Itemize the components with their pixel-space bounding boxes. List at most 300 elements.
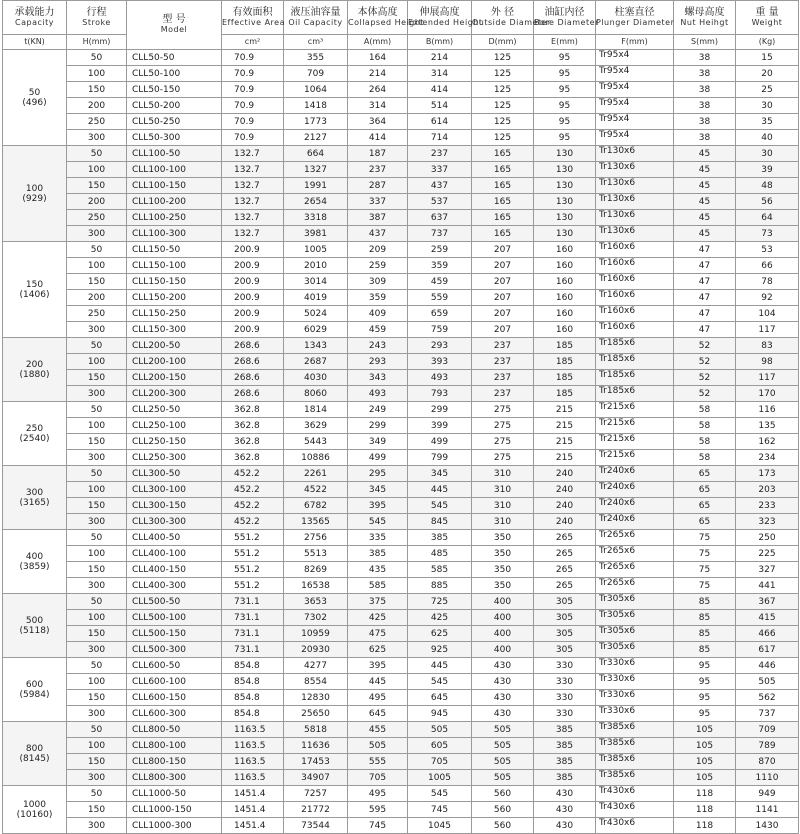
col-stroke: 行程 Stroke (67, 1, 127, 35)
nut-height-cell: 95 (674, 658, 736, 674)
outside-diameter-cell: 400 (472, 610, 534, 626)
table-row (3, 770, 799, 786)
bore-diameter-cell: 95 (534, 130, 596, 146)
oil-capacity-cell: 1814 (284, 402, 348, 418)
oil-capacity-cell: 20930 (284, 642, 348, 658)
extended-height-cell: 537 (408, 194, 472, 210)
oil-capacity-cell: 12830 (284, 690, 348, 706)
extended-height-cell: 214 (408, 50, 472, 66)
plunger-diameter-cell: Tr185x6 (596, 370, 674, 386)
unit-stroke: H(mm) (67, 35, 127, 50)
model-cell: CLL500-300 (127, 642, 222, 658)
extended-height-cell: 614 (408, 114, 472, 130)
weight-cell: 30 (736, 98, 799, 114)
outside-diameter-cell: 237 (472, 354, 534, 370)
oil-capacity-cell: 1327 (284, 162, 348, 178)
stroke-cell: 100 (67, 546, 127, 562)
stroke-cell: 250 (67, 210, 127, 226)
bore-diameter-cell: 265 (534, 562, 596, 578)
capacity-cell (3, 402, 67, 466)
collapsed-height-cell: 385 (348, 546, 408, 562)
bore-diameter-cell: 265 (534, 578, 596, 594)
oil-capacity-cell: 5818 (284, 722, 348, 738)
model-cell: CLL300-150 (127, 498, 222, 514)
outside-diameter-cell: 125 (472, 114, 534, 130)
extended-height-cell: 559 (408, 290, 472, 306)
area-cell: 132.7 (222, 146, 284, 162)
nut-height-cell: 58 (674, 402, 736, 418)
area-cell: 854.8 (222, 674, 284, 690)
nut-height-cell: 45 (674, 146, 736, 162)
collapsed-height-cell: 295 (348, 466, 408, 482)
extended-height-cell: 459 (408, 274, 472, 290)
collapsed-height-cell: 345 (348, 482, 408, 498)
collapsed-height-cell: 475 (348, 626, 408, 642)
outside-diameter-cell: 430 (472, 706, 534, 722)
nut-height-cell: 47 (674, 258, 736, 274)
nut-height-cell: 118 (674, 786, 736, 802)
outside-diameter-cell: 237 (472, 338, 534, 354)
stroke-cell: 50 (67, 146, 127, 162)
bore-diameter-cell: 95 (534, 50, 596, 66)
weight-cell: 39 (736, 162, 799, 178)
weight-cell: 234 (736, 450, 799, 466)
units-row (3, 35, 799, 50)
extended-height-cell: 605 (408, 738, 472, 754)
capacity-kn: (929) (22, 193, 47, 204)
bore-diameter-cell: 95 (534, 114, 596, 130)
plunger-diameter-cell: Tr130x6 (596, 194, 674, 210)
table-row (3, 434, 799, 450)
area-cell: 551.2 (222, 546, 284, 562)
collapsed-height-cell: 505 (348, 738, 408, 754)
collapsed-height-cell: 585 (348, 578, 408, 594)
weight-cell: 162 (736, 434, 799, 450)
bore-diameter-cell: 330 (534, 690, 596, 706)
area-cell: 132.7 (222, 210, 284, 226)
nut-height-cell: 45 (674, 162, 736, 178)
model-cell: CLL100-50 (127, 146, 222, 162)
nut-height-cell: 52 (674, 386, 736, 402)
table-row (3, 514, 799, 530)
table-row (3, 674, 799, 690)
stroke-cell: 100 (67, 162, 127, 178)
outside-diameter-cell: 165 (472, 146, 534, 162)
area-cell: 854.8 (222, 706, 284, 722)
capacity-kn: (8145) (19, 753, 50, 764)
stroke-cell: 300 (67, 770, 127, 786)
plunger-diameter-cell: Tr240x6 (596, 482, 674, 498)
plunger-diameter-cell: Tr185x6 (596, 338, 674, 354)
oil-capacity-cell: 34907 (284, 770, 348, 786)
col-effective-area: 有效面积 Effective Area (222, 1, 284, 35)
outside-diameter-cell: 400 (472, 642, 534, 658)
stroke-cell: 100 (67, 482, 127, 498)
collapsed-height-cell: 187 (348, 146, 408, 162)
unit-weight: (Kg) (736, 35, 799, 50)
capacity-ton: 50 (28, 87, 41, 98)
outside-diameter-cell: 207 (472, 290, 534, 306)
table-row (3, 690, 799, 706)
model-cell: CLL50-100 (127, 66, 222, 82)
nut-height-cell: 45 (674, 194, 736, 210)
capacity-cell (3, 338, 67, 402)
table-row (3, 354, 799, 370)
model-cell: CLL300-100 (127, 482, 222, 498)
extended-height-cell: 1045 (408, 818, 472, 834)
table-row (3, 594, 799, 610)
stroke-cell: 300 (67, 322, 127, 338)
outside-diameter-cell: 275 (472, 402, 534, 418)
weight-cell: 323 (736, 514, 799, 530)
collapsed-height-cell: 249 (348, 402, 408, 418)
table-row (3, 130, 799, 146)
collapsed-height-cell: 375 (348, 594, 408, 610)
capacity-ton: 300 (25, 487, 44, 498)
capacity-kn: (5118) (19, 625, 50, 636)
table-row (3, 482, 799, 498)
bore-diameter-cell: 430 (534, 818, 596, 834)
collapsed-height-cell: 645 (348, 706, 408, 722)
extended-height-cell: 337 (408, 162, 472, 178)
nut-height-cell: 47 (674, 306, 736, 322)
table-row (3, 258, 799, 274)
model-cell: CLL600-100 (127, 674, 222, 690)
stroke-cell: 100 (67, 610, 127, 626)
extended-height-cell: 505 (408, 722, 472, 738)
extended-height-cell: 714 (408, 130, 472, 146)
area-cell: 268.6 (222, 386, 284, 402)
model-cell: CLL150-100 (127, 258, 222, 274)
stroke-cell: 300 (67, 514, 127, 530)
bore-diameter-cell: 185 (534, 354, 596, 370)
area-cell: 132.7 (222, 194, 284, 210)
nut-height-cell: 95 (674, 674, 736, 690)
bore-diameter-cell: 160 (534, 274, 596, 290)
table-row (3, 290, 799, 306)
oil-capacity-cell: 1064 (284, 82, 348, 98)
model-cell: CLL500-50 (127, 594, 222, 610)
nut-height-cell: 45 (674, 178, 736, 194)
table-row (3, 738, 799, 754)
capacity-kn: (1406) (19, 289, 50, 300)
plunger-diameter-cell: Tr305x6 (596, 610, 674, 626)
extended-height-cell: 445 (408, 482, 472, 498)
col-model: 型 号 Model (127, 1, 222, 50)
plunger-diameter-cell: Tr95x4 (596, 66, 674, 82)
extended-height-cell: 885 (408, 578, 472, 594)
table-row (3, 114, 799, 130)
extended-height-cell: 545 (408, 498, 472, 514)
table-row (3, 50, 799, 66)
bore-diameter-cell: 130 (534, 146, 596, 162)
bore-diameter-cell: 130 (534, 162, 596, 178)
oil-capacity-cell: 17453 (284, 754, 348, 770)
collapsed-height-cell: 299 (348, 418, 408, 434)
weight-cell: 1110 (736, 770, 799, 786)
oil-capacity-cell: 5513 (284, 546, 348, 562)
oil-capacity-cell: 2654 (284, 194, 348, 210)
bore-diameter-cell: 305 (534, 610, 596, 626)
outside-diameter-cell: 505 (472, 722, 534, 738)
weight-cell: 15 (736, 50, 799, 66)
plunger-diameter-cell: Tr160x6 (596, 322, 674, 338)
extended-height-cell: 585 (408, 562, 472, 578)
area-cell: 268.6 (222, 354, 284, 370)
area-cell: 200.9 (222, 274, 284, 290)
stroke-cell: 200 (67, 194, 127, 210)
capacity-ton: 400 (25, 551, 44, 562)
extended-height-cell: 425 (408, 610, 472, 626)
weight-cell: 367 (736, 594, 799, 610)
outside-diameter-cell: 310 (472, 498, 534, 514)
bore-diameter-cell: 160 (534, 322, 596, 338)
nut-height-cell: 47 (674, 274, 736, 290)
outside-diameter-cell: 400 (472, 626, 534, 642)
plunger-diameter-cell: Tr215x6 (596, 418, 674, 434)
oil-capacity-cell: 7257 (284, 786, 348, 802)
oil-capacity-cell: 5024 (284, 306, 348, 322)
area-cell: 362.8 (222, 402, 284, 418)
stroke-cell: 150 (67, 754, 127, 770)
bore-diameter-cell: 305 (534, 626, 596, 642)
capacity-cell (3, 466, 67, 530)
stroke-cell: 150 (67, 626, 127, 642)
bore-diameter-cell: 160 (534, 258, 596, 274)
nut-height-cell: 38 (674, 66, 736, 82)
stroke-cell: 300 (67, 226, 127, 242)
unit-oil-capacity: cm³ (284, 35, 348, 50)
nut-height-cell: 95 (674, 706, 736, 722)
weight-cell: 66 (736, 258, 799, 274)
outside-diameter-cell: 310 (472, 466, 534, 482)
extended-height-cell: 399 (408, 418, 472, 434)
extended-height-cell: 725 (408, 594, 472, 610)
nut-height-cell: 38 (674, 114, 736, 130)
table-row (3, 754, 799, 770)
unit-capacity: t(KN) (3, 35, 67, 50)
area-cell: 200.9 (222, 242, 284, 258)
outside-diameter-cell: 310 (472, 482, 534, 498)
table-row (3, 546, 799, 562)
capacity-cell (3, 242, 67, 338)
area-cell: 200.9 (222, 322, 284, 338)
collapsed-height-cell: 395 (348, 498, 408, 514)
weight-cell: 30 (736, 146, 799, 162)
weight-cell: 1141 (736, 802, 799, 818)
oil-capacity-cell: 3653 (284, 594, 348, 610)
model-cell: CLL1000-50 (127, 786, 222, 802)
col-oil-capacity: 液压油容量 Oil Capacity (284, 1, 348, 35)
bore-diameter-cell: 265 (534, 546, 596, 562)
stroke-cell: 150 (67, 498, 127, 514)
collapsed-height-cell: 293 (348, 354, 408, 370)
area-cell: 452.2 (222, 514, 284, 530)
weight-cell: 173 (736, 466, 799, 482)
oil-capacity-cell: 709 (284, 66, 348, 82)
bore-diameter-cell: 215 (534, 450, 596, 466)
bore-diameter-cell: 95 (534, 98, 596, 114)
model-cell: CLL200-150 (127, 370, 222, 386)
nut-height-cell: 118 (674, 802, 736, 818)
table-row (3, 322, 799, 338)
unit-nut-height: S(mm) (674, 35, 736, 50)
nut-height-cell: 105 (674, 754, 736, 770)
weight-cell: 78 (736, 274, 799, 290)
outside-diameter-cell: 400 (472, 594, 534, 610)
collapsed-height-cell: 309 (348, 274, 408, 290)
plunger-diameter-cell: Tr240x6 (596, 498, 674, 514)
area-cell: 70.9 (222, 82, 284, 98)
area-cell: 268.6 (222, 338, 284, 354)
unit-collapsed-height: A(mm) (348, 35, 408, 50)
weight-cell: 116 (736, 402, 799, 418)
bore-diameter-cell: 305 (534, 594, 596, 610)
oil-capacity-cell: 6029 (284, 322, 348, 338)
model-cell: CLL200-50 (127, 338, 222, 354)
stroke-cell: 100 (67, 66, 127, 82)
extended-height-cell: 705 (408, 754, 472, 770)
col-plunger-diameter: 柱塞直径 Plunger Diameter (596, 1, 674, 35)
extended-height-cell: 359 (408, 258, 472, 274)
collapsed-height-cell: 337 (348, 194, 408, 210)
oil-capacity-cell: 1991 (284, 178, 348, 194)
area-cell: 452.2 (222, 498, 284, 514)
area-cell: 1451.4 (222, 818, 284, 834)
capacity-ton: 600 (25, 679, 44, 690)
extended-height-cell: 437 (408, 178, 472, 194)
table-row (3, 642, 799, 658)
table-row (3, 370, 799, 386)
capacity-cell (3, 722, 67, 786)
table-row (3, 338, 799, 354)
stroke-cell: 150 (67, 82, 127, 98)
table-row (3, 658, 799, 674)
model-cell: CLL150-300 (127, 322, 222, 338)
oil-capacity-cell: 355 (284, 50, 348, 66)
bore-diameter-cell: 160 (534, 242, 596, 258)
plunger-diameter-cell: Tr305x6 (596, 642, 674, 658)
table-row (3, 242, 799, 258)
capacity-cell (3, 658, 67, 722)
capacity-ton: 150 (25, 279, 44, 290)
bore-diameter-cell: 265 (534, 530, 596, 546)
oil-capacity-cell: 13565 (284, 514, 348, 530)
header-row (3, 1, 799, 35)
stroke-cell: 150 (67, 370, 127, 386)
stroke-cell: 50 (67, 338, 127, 354)
collapsed-height-cell: 314 (348, 98, 408, 114)
plunger-diameter-cell: Tr240x6 (596, 466, 674, 482)
nut-height-cell: 85 (674, 626, 736, 642)
model-cell: CLL100-300 (127, 226, 222, 242)
model-cell: CLL200-300 (127, 386, 222, 402)
extended-height-cell: 414 (408, 82, 472, 98)
model-cell: CLL800-50 (127, 722, 222, 738)
stroke-cell: 250 (67, 114, 127, 130)
plunger-diameter-cell: Tr95x4 (596, 98, 674, 114)
plunger-diameter-cell: Tr385x6 (596, 754, 674, 770)
model-cell: CLL150-150 (127, 274, 222, 290)
collapsed-height-cell: 745 (348, 818, 408, 834)
oil-capacity-cell: 2687 (284, 354, 348, 370)
nut-height-cell: 38 (674, 50, 736, 66)
collapsed-height-cell: 437 (348, 226, 408, 242)
collapsed-height-cell: 214 (348, 66, 408, 82)
weight-cell: 562 (736, 690, 799, 706)
stroke-cell: 100 (67, 674, 127, 690)
outside-diameter-cell: 275 (472, 418, 534, 434)
weight-cell: 170 (736, 386, 799, 402)
oil-capacity-cell: 21772 (284, 802, 348, 818)
stroke-cell: 300 (67, 642, 127, 658)
area-cell: 70.9 (222, 114, 284, 130)
stroke-cell: 300 (67, 130, 127, 146)
collapsed-height-cell: 409 (348, 306, 408, 322)
stroke-cell: 100 (67, 258, 127, 274)
extended-height-cell: 493 (408, 370, 472, 386)
capacity-cell (3, 530, 67, 594)
table-row (3, 226, 799, 242)
extended-height-cell: 314 (408, 66, 472, 82)
weight-cell: 466 (736, 626, 799, 642)
collapsed-height-cell: 545 (348, 514, 408, 530)
outside-diameter-cell: 207 (472, 258, 534, 274)
table-header (3, 1, 799, 50)
nut-height-cell: 105 (674, 738, 736, 754)
nut-height-cell: 38 (674, 82, 736, 98)
extended-height-cell: 645 (408, 690, 472, 706)
plunger-diameter-cell: Tr160x6 (596, 290, 674, 306)
stroke-cell: 50 (67, 786, 127, 802)
weight-cell: 617 (736, 642, 799, 658)
weight-cell: 737 (736, 706, 799, 722)
extended-height-cell: 925 (408, 642, 472, 658)
stroke-cell: 200 (67, 290, 127, 306)
capacity-kn: (2540) (19, 433, 50, 444)
stroke-cell: 300 (67, 450, 127, 466)
area-cell: 200.9 (222, 306, 284, 322)
plunger-diameter-cell: Tr265x6 (596, 530, 674, 546)
weight-cell: 250 (736, 530, 799, 546)
capacity-ton: 250 (25, 423, 44, 434)
nut-height-cell: 65 (674, 514, 736, 530)
plunger-diameter-cell: Tr130x6 (596, 162, 674, 178)
outside-diameter-cell: 125 (472, 98, 534, 114)
model-cell: CLL600-300 (127, 706, 222, 722)
area-cell: 132.7 (222, 178, 284, 194)
table-row (3, 530, 799, 546)
nut-height-cell: 58 (674, 418, 736, 434)
bore-diameter-cell: 240 (534, 482, 596, 498)
oil-capacity-cell: 3981 (284, 226, 348, 242)
capacity-kn: (496) (22, 97, 47, 108)
stroke-cell: 300 (67, 818, 127, 834)
table-row (3, 578, 799, 594)
outside-diameter-cell: 310 (472, 514, 534, 530)
stroke-cell: 150 (67, 802, 127, 818)
bore-diameter-cell: 215 (534, 418, 596, 434)
oil-capacity-cell: 4019 (284, 290, 348, 306)
stroke-cell: 50 (67, 658, 127, 674)
collapsed-height-cell: 499 (348, 450, 408, 466)
table-row (3, 786, 799, 802)
weight-cell: 73 (736, 226, 799, 242)
plunger-diameter-cell: Tr305x6 (596, 626, 674, 642)
collapsed-height-cell: 259 (348, 258, 408, 274)
plunger-diameter-cell: Tr330x6 (596, 690, 674, 706)
bore-diameter-cell: 185 (534, 370, 596, 386)
